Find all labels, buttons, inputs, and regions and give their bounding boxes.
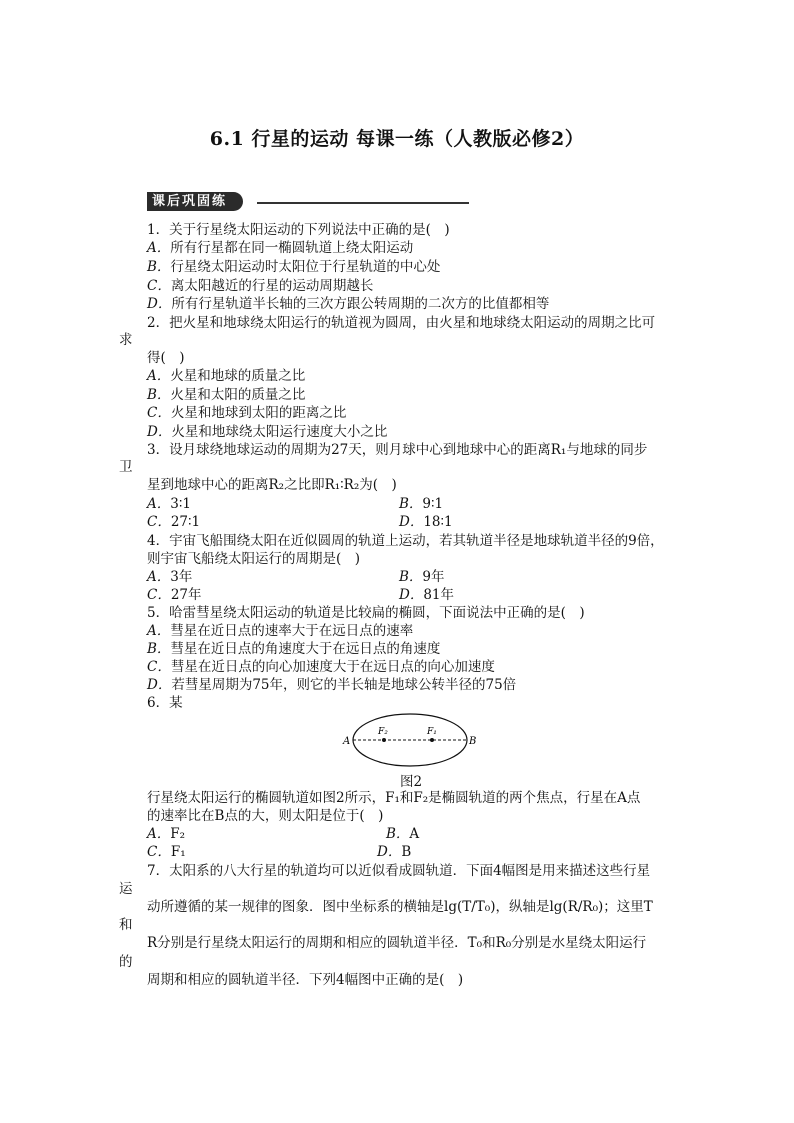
point-a-label: A xyxy=(343,736,351,747)
option-letter: B． xyxy=(399,496,423,512)
q3-stem: 3．设月球绕地球运动的周期为27天，则月球中心到地球中心的距离R₁与地球的同步 xyxy=(147,442,648,458)
option-letter: D． xyxy=(147,677,172,693)
option-letter: A． xyxy=(147,623,171,639)
option-text: 离太阳越近的行星的运动周期越长 xyxy=(170,278,374,294)
option-text: 27年 xyxy=(170,587,202,603)
q1-option-c xyxy=(147,277,373,295)
q6-option-d xyxy=(377,843,411,861)
option-text: F₂ xyxy=(170,826,186,842)
focus-f2-dot xyxy=(382,738,386,742)
option-text: 若彗星周期为75年，则它的半长轴是地球公转半径的75倍 xyxy=(171,677,517,693)
option-text: 3∶1 xyxy=(170,496,191,512)
option-letter: D． xyxy=(399,514,424,530)
q3-stem-cont: 星到地球中心的距离R₂之比即R₁∶R₂为( ) xyxy=(147,477,397,493)
section-divider xyxy=(257,202,469,204)
option-letter: B． xyxy=(399,569,423,585)
option-text: B xyxy=(401,844,412,860)
option-letter: C． xyxy=(147,659,171,675)
q6-option-a xyxy=(147,825,185,843)
q5-option-d xyxy=(147,676,516,694)
q5-option-a xyxy=(147,622,413,640)
q7-margin-char-3: 的 xyxy=(119,954,133,970)
q1-stem: 1．关于行星绕太阳运动的下列说法中正确的是( ) xyxy=(147,222,450,238)
q7-stem-cont: 动所遵循的某一规律的图象．图中坐标系的横轴是lg(T/T₀)，纵轴是lg(R/R₀)；这里T xyxy=(147,899,653,915)
q4-option-c xyxy=(147,586,202,604)
q6-option-b xyxy=(386,825,419,843)
q6-stem: 6．某 xyxy=(147,695,183,711)
option-letter: D． xyxy=(377,844,402,860)
focus-f1-dot xyxy=(430,738,434,742)
q5-stem: 5．哈雷彗星绕太阳运动的轨道是比较扁的椭圆，下面说法中正确的是( ) xyxy=(147,605,585,621)
q7-stem-cont2: R分别是行星绕太阳运行的周期和相应的圆轨道半径．T₀和R₀分别是水星绕太阳运行 xyxy=(147,935,647,951)
option-text: 27∶1 xyxy=(170,514,201,530)
q2-option-b xyxy=(147,386,305,404)
option-text: 火星和地球的质量之比 xyxy=(170,368,306,384)
page-title: 6.1 行星的运动 每课一练（人教版必修2） xyxy=(209,128,585,150)
q7-margin-char-2: 和 xyxy=(119,917,133,933)
bullet-dot-icon xyxy=(244,196,254,206)
option-text: 9年 xyxy=(422,569,445,585)
q3-option-a xyxy=(147,495,191,513)
option-text: 彗星在近日点的角速度大于在远日点的角速度 xyxy=(170,641,441,657)
option-letter: C． xyxy=(147,278,171,294)
option-text: 所有行星都在同一椭圆轨道上绕太阳运动 xyxy=(170,240,414,256)
focus-f1-label: F₁ xyxy=(427,727,437,737)
option-text: 行星绕太阳运动时太阳位于行星轨道的中心处 xyxy=(170,259,441,275)
option-letter: D． xyxy=(147,424,172,440)
option-letter: C． xyxy=(147,514,171,530)
q3-option-c xyxy=(147,513,200,531)
option-text: 火星和地球绕太阳运行速度大小之比 xyxy=(171,424,388,440)
q2-option-c xyxy=(147,404,346,422)
option-text: 81年 xyxy=(423,587,455,603)
option-letter: C． xyxy=(147,844,171,860)
section-label: 课后巩固练 xyxy=(147,192,243,211)
option-letter: A． xyxy=(147,496,171,512)
option-text: 所有行星轨道半长轴的三次方跟公转周期的二次方的比值都相等 xyxy=(171,296,550,312)
option-text: 彗星在近日点的速率大于在远日点的速率 xyxy=(170,623,414,639)
q7-stem-cont3: 周期和相应的圆轨道半径．下列4幅图中正确的是( ) xyxy=(147,972,464,988)
option-letter: B． xyxy=(147,259,171,275)
option-letter: D． xyxy=(399,587,424,603)
section-header xyxy=(147,192,469,212)
q4-option-a xyxy=(147,568,192,586)
q1-option-b xyxy=(147,258,440,276)
q2-stem-cont: 得( ) xyxy=(147,350,185,366)
focus-f2-label: F₂ xyxy=(378,727,388,737)
q7-stem: 7．太阳系的八大行星的轨道均可以近似看成圆轨道．下面4幅图是用来描述这些行星 xyxy=(147,863,651,879)
option-letter: A． xyxy=(147,569,171,585)
q2-option-a xyxy=(147,367,305,385)
orbit-ellipse-figure xyxy=(340,712,480,768)
q6-stem-cont2: 的速率比在B点的大，则太阳是位于( ) xyxy=(147,808,384,824)
option-text: 3年 xyxy=(170,569,193,585)
q3-option-d xyxy=(399,513,453,531)
q6-option-c xyxy=(147,843,186,861)
q2-margin-char: 求 xyxy=(119,332,133,348)
option-letter: B． xyxy=(147,387,171,403)
option-letter: A． xyxy=(147,240,171,256)
q5-option-c xyxy=(147,658,495,676)
option-letter: B． xyxy=(147,641,171,657)
q6-stem-cont: 行星绕太阳运行的椭圆轨道如图2所示，F₁和F₂是椭圆轨道的两个焦点，行星在A点 xyxy=(147,790,641,806)
option-text: 彗星在近日点的向心加速度大于在远日点的向心加速度 xyxy=(170,659,495,675)
q4-option-d xyxy=(399,586,454,604)
q2-stem: 2．把火星和地球绕太阳运行的轨道视为圆周，由火星和地球绕太阳运动的周期之比可 xyxy=(147,315,656,331)
option-text: F₁ xyxy=(170,844,186,860)
q1-option-a xyxy=(147,239,413,257)
option-text: A xyxy=(409,826,420,842)
q2-option-d xyxy=(147,423,387,441)
q3-margin-char: 卫 xyxy=(119,459,133,475)
option-letter: C． xyxy=(147,405,171,421)
option-letter: D． xyxy=(147,296,172,312)
option-text: 火星和太阳的质量之比 xyxy=(170,387,306,403)
option-letter: A． xyxy=(147,368,171,384)
option-text: 18∶1 xyxy=(423,514,453,530)
q5-option-b xyxy=(147,640,440,658)
q4-option-b xyxy=(399,568,445,586)
option-text: 火星和地球到太阳的距离之比 xyxy=(170,405,347,421)
point-b-label: B xyxy=(469,736,477,747)
option-letter: A． xyxy=(147,826,171,842)
option-letter: C． xyxy=(147,587,171,603)
q3-option-b xyxy=(399,495,443,513)
option-text: 9∶1 xyxy=(422,496,444,512)
option-letter: B． xyxy=(386,826,410,842)
q4-stem-cont: 则宇宙飞船绕太阳运行的周期是( ) xyxy=(147,551,361,567)
figure-caption: 图2 xyxy=(400,774,423,790)
q4-stem: 4．宇宙飞船围绕太阳在近似圆周的轨道上运动，若其轨道半径是地球轨道半径的9倍， xyxy=(147,533,664,549)
q7-margin-char-1: 运 xyxy=(119,881,133,897)
q1-option-d xyxy=(147,295,549,313)
